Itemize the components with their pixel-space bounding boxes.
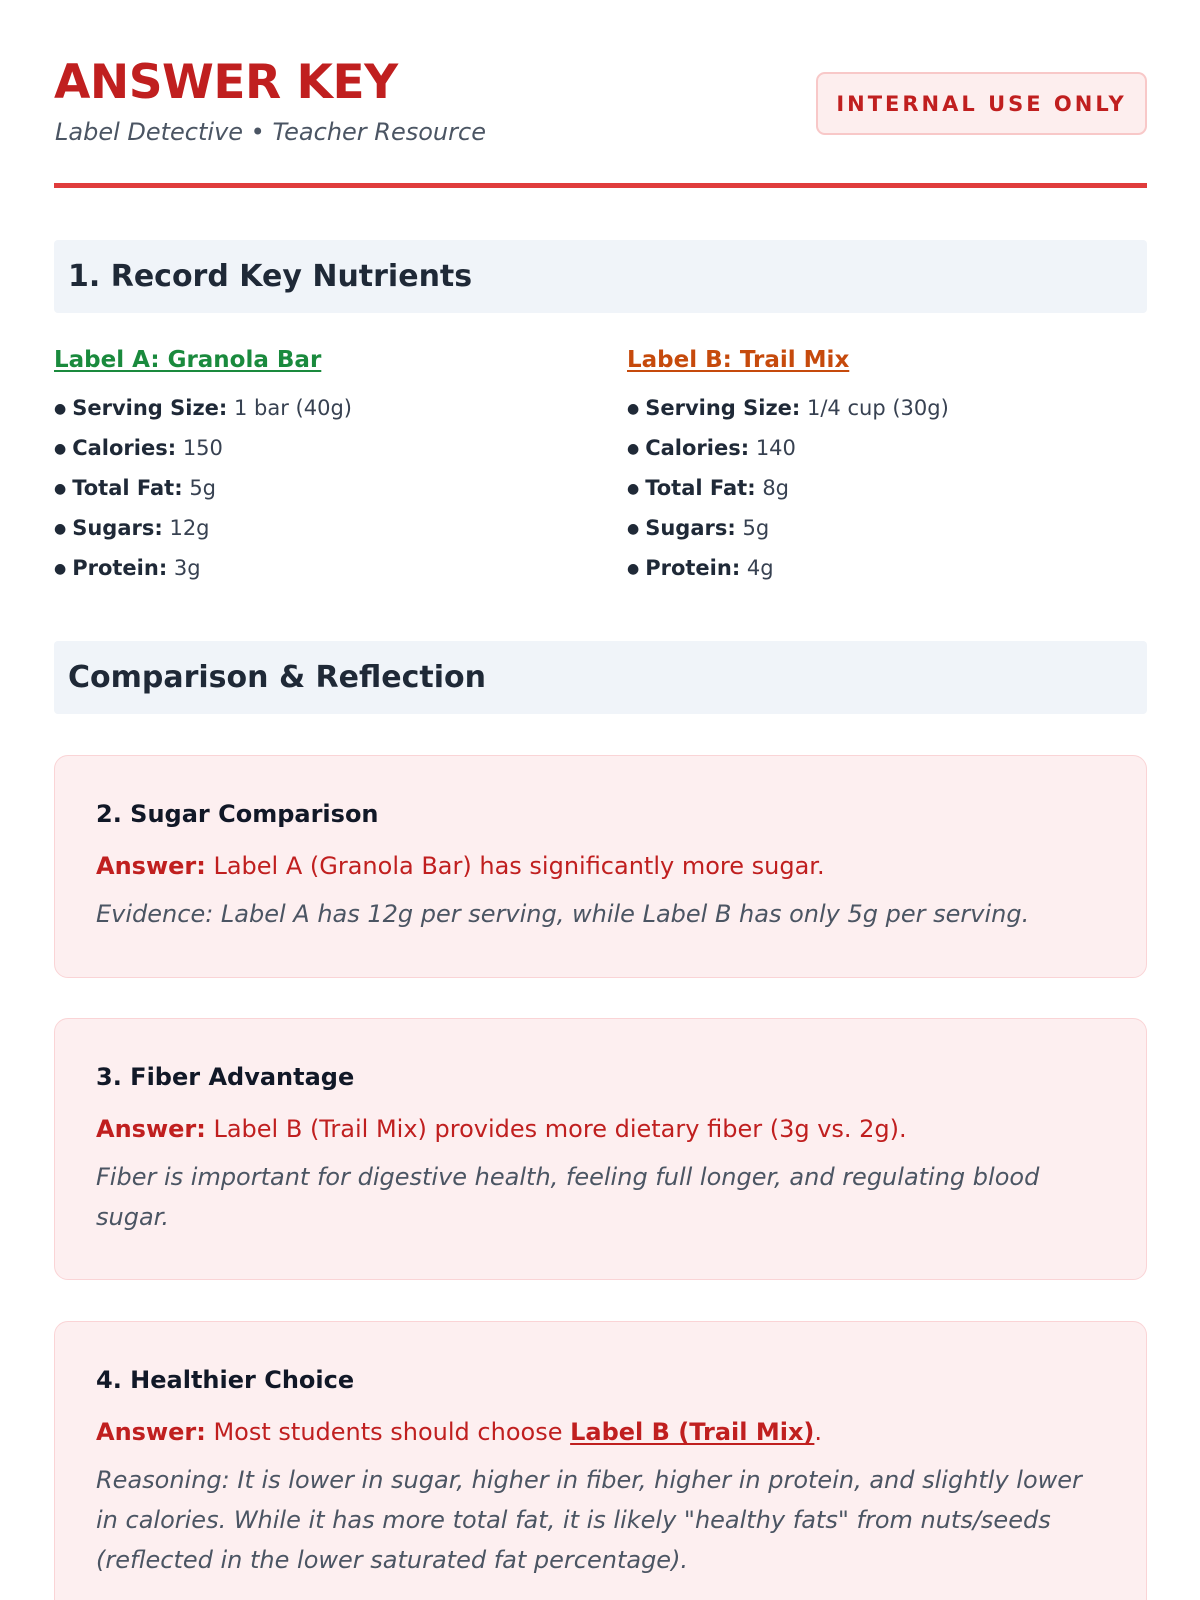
nutrient-key: Calories:: [645, 436, 750, 460]
nutrient-key: Total Fat:: [72, 476, 183, 500]
list-item: [54, 468, 574, 508]
answer-line: [96, 1416, 1106, 1448]
nutrient-value: 5g: [189, 476, 217, 500]
answer-label: Answer:: [96, 1418, 206, 1446]
answer-line: [96, 1113, 1106, 1145]
label-b-column: [627, 340, 1147, 588]
question-title: 2. Sugar Comparison: [96, 800, 379, 828]
answer-label: Answer:: [96, 852, 206, 880]
bullet-icon: ●: [54, 401, 67, 417]
answer-text: Label A (Granola Bar) has significantly more sugar.: [213, 852, 825, 880]
list-item: [54, 508, 574, 548]
section-heading-nutrients: 1. Record Key Nutrients: [54, 240, 1147, 313]
nutrient-key: Serving Size:: [72, 396, 228, 420]
nutrient-key: Calories:: [72, 436, 177, 460]
answer-reasoning: Reasoning: It is lower in sugar, higher in fiber, higher in protein, and slightly lower in calories. While it has more total fat, it is likely "healthy fats" from nuts/seeds (reflected in the lower saturated fat percentage).: [96, 1466, 1082, 1574]
bullet-icon: ●: [627, 401, 640, 417]
nutrient-key: Sugars:: [645, 516, 736, 540]
nutrient-value: 3g: [173, 556, 201, 580]
answer-key-page: [54, 0, 1147, 1574]
label-b-nutrient-list: [627, 388, 1147, 588]
answer-text: Most students should choose: [213, 1418, 563, 1446]
label-a-nutrient-list: [54, 388, 574, 588]
answer-line: [96, 850, 1106, 882]
nutrient-value: 140: [755, 436, 796, 460]
bullet-icon: ●: [54, 441, 67, 457]
bullet-icon: ●: [627, 521, 640, 537]
list-item: [54, 388, 574, 428]
answer-evidence: Evidence: Label A has 12g per serving, while Label B has only 5g per serving.: [96, 900, 1030, 928]
answer-card-sugar: [54, 755, 1147, 978]
bullet-icon: ●: [54, 521, 67, 537]
answer-card-fiber: [54, 1018, 1147, 1280]
question-title: 3. Fiber Advantage: [96, 1063, 355, 1091]
nutrient-value: 1/4 cup (30g): [807, 396, 949, 420]
answer-period: .: [814, 1418, 823, 1446]
answer-explanation: Fiber is important for digestive health, feeling full longer, and regulating blood sugar.: [96, 1163, 1040, 1231]
section-heading-comparison: Comparison & Reflection: [54, 641, 1147, 714]
label-b-title: Label B: Trail Mix: [627, 347, 850, 373]
answer-text: Label B (Trail Mix) provides more dietary fiber (3g vs. 2g).: [213, 1115, 907, 1143]
nutrient-value: 8g: [762, 476, 790, 500]
page-title: ANSWER KEY: [54, 55, 398, 110]
nutrient-key: Protein:: [72, 556, 168, 580]
answer-choice: Label B (Trail Mix): [570, 1418, 815, 1446]
question-title: 4. Healthier Choice: [96, 1366, 355, 1394]
list-item: [627, 468, 1147, 508]
nutrient-value: 4g: [746, 556, 774, 580]
nutrient-value: 1 bar (40g): [234, 396, 352, 420]
page-subtitle: Label Detective • Teacher Resource: [55, 118, 486, 146]
nutrient-key: Sugars:: [72, 516, 163, 540]
list-item: [627, 508, 1147, 548]
nutrient-value: 5g: [742, 516, 770, 540]
answer-card-healthier-choice: [54, 1321, 1147, 1600]
page-header: [54, 0, 1147, 188]
nutrient-key: Total Fat:: [645, 476, 756, 500]
list-item: [54, 428, 574, 468]
list-item: [627, 548, 1147, 588]
bullet-icon: ●: [627, 561, 640, 577]
list-item: [627, 428, 1147, 468]
bullet-icon: ●: [54, 561, 67, 577]
bullet-icon: ●: [627, 441, 640, 457]
list-item: [54, 548, 574, 588]
bullet-icon: ●: [627, 481, 640, 497]
nutrient-key: Protein:: [645, 556, 741, 580]
nutrient-value: 150: [182, 436, 223, 460]
internal-use-badge: INTERNAL USE ONLY: [816, 72, 1147, 135]
bullet-icon: ●: [54, 481, 67, 497]
nutrient-value: 12g: [169, 516, 210, 540]
nutrient-key: Serving Size:: [645, 396, 801, 420]
label-a-title: Label A: Granola Bar: [54, 347, 322, 373]
label-a-column: [54, 340, 574, 588]
answer-label: Answer:: [96, 1115, 206, 1143]
list-item: [627, 388, 1147, 428]
